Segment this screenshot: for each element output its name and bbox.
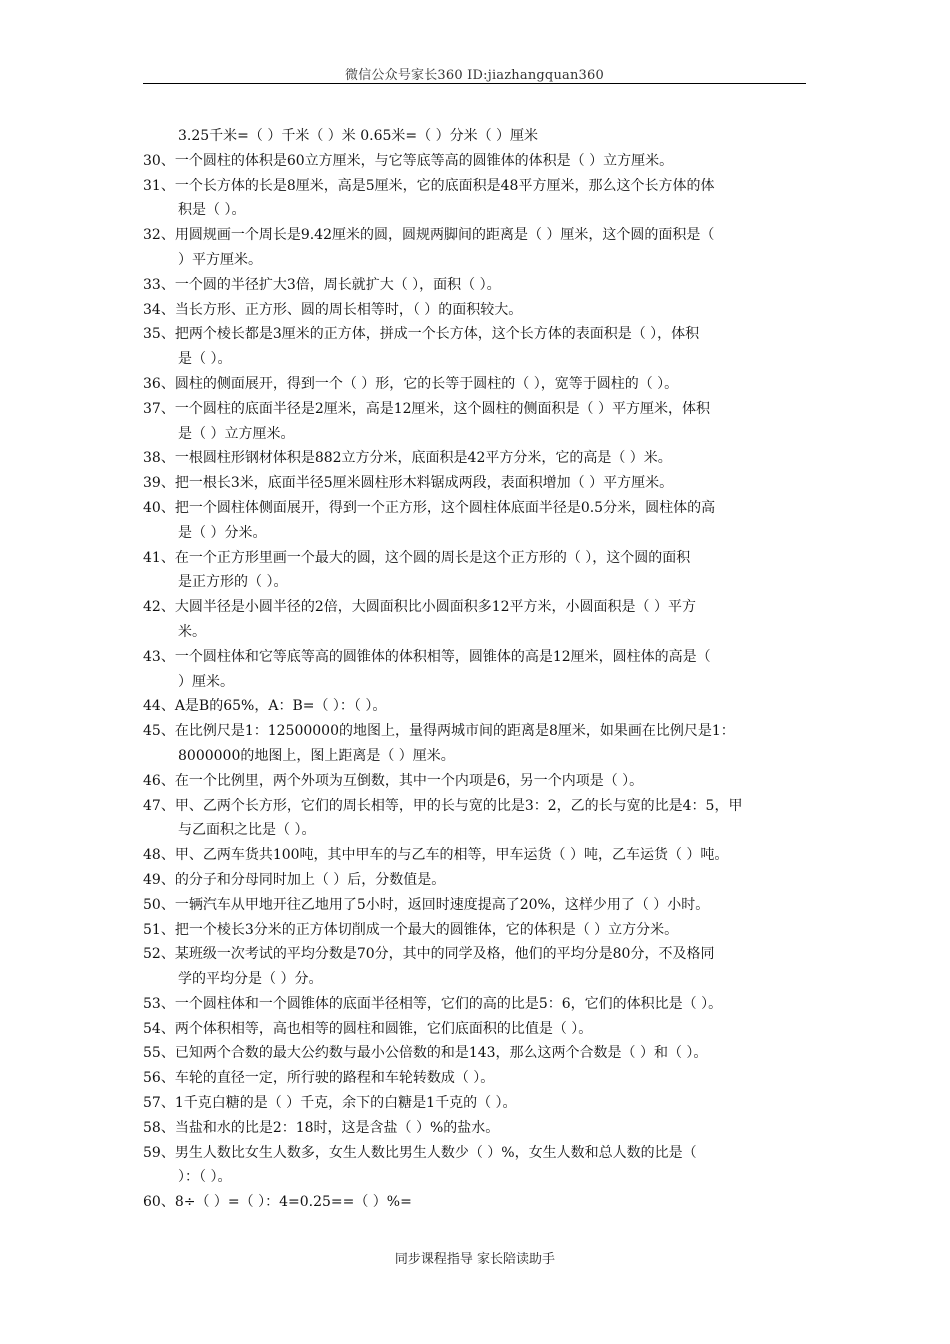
question-line: 42、大圆半径是小圆半径的2倍，大圆面积比小圆面积多12平方米，小圆面积是（ ）平方 [143, 599, 696, 616]
question-line-continuation: 米。 [178, 623, 206, 640]
question-line: 58、当盐和水的比是2：18时，这是含盐（ ）%的盐水。 [143, 1119, 500, 1136]
question-line-continuation: 积是（ ）。 [178, 202, 246, 219]
question-line: 45、在比例尺是1：12500000的地图上，量得两城市间的距离是8厘米，如果画在比例尺是1： [143, 723, 735, 740]
question-line: 34、当长方形、正方形、圆的周长相等时，（ ）的面积较大。 [143, 301, 523, 318]
question-line: 47、甲、乙两个长方形，它们的周长相等，甲的长与宽的比是3：2，乙的长与宽的比是4：5，甲 [143, 797, 743, 814]
question-line: 31、一个长方体的长是8厘米，高是5厘米，它的底面积是48平方厘米，那么这个长方体的体 [143, 177, 715, 194]
question-line: 35、把两个棱长都是3厘米的正方体，拼成一个长方体，这个长方体的表面积是（ ），体积 [143, 326, 700, 343]
question-line-continuation: 是（ ）。 [178, 351, 232, 368]
question-line: 48、甲、乙两车货共100吨，其中甲车的与乙车的相等，甲车运货（ ）吨，乙车运货（ ）吨。 [143, 847, 729, 864]
question-line: 30、一个圆柱的体积是60立方厘米，与它等底等高的圆锥体的体积是（ ）立方厘米。 [143, 152, 674, 169]
question-list [143, 124, 813, 1215]
question-line-continuation: 学的平均分是（ ）分。 [178, 971, 323, 988]
question-line: 59、男生人数比女生人数多，女生人数比男生人数少（ ）%，女生人数和总人数的比是（ [143, 1144, 697, 1161]
question-line: 33、一个圆的半径扩大3倍，周长就扩大（ ），面积（ ）。 [143, 276, 501, 293]
question-line: 43、一个圆柱体和它等底等高的圆锥体的体积相等，圆锥体的高是12厘米，圆柱体的高是（ [143, 648, 711, 665]
page-header: 微信公众号家长360 ID:jiazhangquan360 [345, 68, 604, 83]
question-line: 32、用圆规画一个周长是9.42厘米的圆，圆规两脚间的距离是（ ）厘米，这个圆的面积是（ [143, 227, 715, 244]
question-line-continuation: 是（ ）分米。 [178, 524, 267, 541]
question-line: 37、一个圆柱的底面半径是2厘米，高是12厘米，这个圆柱的侧面积是（ ）平方厘米，体积 [143, 400, 710, 417]
question-line: 36、圆柱的侧面展开，得到一个（ ）形，它的长等于圆柱的（ ），宽等于圆柱的（ ）。 [143, 375, 679, 392]
question-line: 56、车轮的直径一定，所行驶的路程和车轮转数成（ ）。 [143, 1070, 495, 1087]
question-line-continuation: ）：（ ）。 [178, 1169, 232, 1186]
question-line: 38、一根圆柱形钢材体积是882立方分米，底面积是42平方分米，它的高是（ ）米。 [143, 450, 672, 467]
question-line: 55、已知两个合数的最大公约数与最小公倍数的和是143，那么这两个合数是（ ）和（ ）。 [143, 1045, 708, 1062]
question-line: 51、把一个棱长3分米的正方体切削成一个最大的圆锥体，它的体积是（ ）立方分米。 [143, 921, 679, 938]
question-line: 39、把一根长3米，底面半径5厘米圆柱形木料锯成两段，表面积增加（ ）平方厘米。 [143, 475, 674, 492]
question-line: 50、一辆汽车从甲地开往乙地用了5小时，返回时速度提高了20%，这样少用了（ ）小时。 [143, 896, 710, 913]
question-line: 44、A是B的65%，A：B=（ ）：（ ）。 [143, 698, 387, 715]
question-line: 52、某班级一次考试的平均分数是70分，其中的同学及格，他们的平均分是80分，不及格同 [143, 946, 715, 963]
question-line-continuation: 是正方形的（ ）。 [178, 574, 288, 591]
question-line-continuation: 是（ ）立方厘米。 [178, 425, 295, 442]
page-footer: 同步课程指导 家长陪读助手 [394, 1252, 556, 1267]
question-line: 46、在一个比例里，两个外项为互倒数，其中一个内项是6，另一个内项是（ ）。 [143, 772, 644, 789]
question-line-continuation: ）平方厘米。 [178, 251, 262, 268]
question-line-continuation: 与乙面积之比是（ ）。 [178, 822, 316, 839]
question-line: 40、把一个圆柱体侧面展开，得到一个正方形，这个圆柱体底面半径是0.5分米，圆柱体的高 [143, 499, 716, 516]
header-divider [143, 83, 806, 84]
question-line-continuation: 3.25千米=（ ）千米（ ）米 0.65米=（ ）分米（ ）厘米 [178, 128, 539, 144]
question-line: 49、的分子和分母同时加上（ ）后，分数值是。 [143, 871, 446, 888]
question-line: 54、两个体积相等，高也相等的圆柱和圆锥，它们底面积的比值是（ ）。 [143, 1020, 593, 1037]
question-line-continuation: ）厘米。 [178, 673, 234, 690]
question-line: 60、8÷（ ）=（ ）：4=0.25==（ ）%= [143, 1194, 412, 1211]
question-line: 41、在一个正方形里画一个最大的圆，这个圆的周长是这个正方形的（ ），这个圆的面积 [143, 549, 691, 566]
question-line-continuation: 8000000的地图上，图上距离是（ ）厘米。 [178, 747, 455, 764]
question-line: 57、1千克白糖的是（ ）千克，余下的白糖是1千克的（ ）。 [143, 1095, 517, 1112]
question-line: 53、一个圆柱体和一个圆锥体的底面半径相等，它们的高的比是5：6，它们的体积比是（ ）。 [143, 995, 723, 1012]
